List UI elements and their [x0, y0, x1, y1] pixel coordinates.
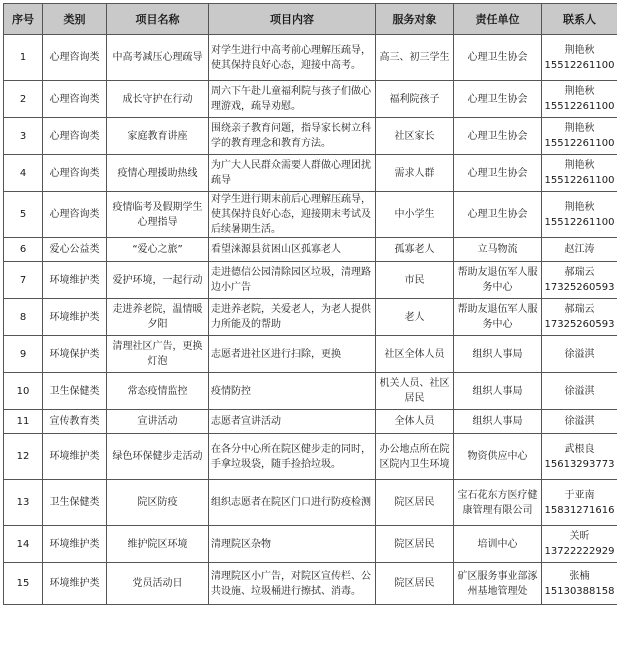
cell-name: 成长守护在行动	[107, 81, 209, 118]
cell-content: 对学生进行期末前后心理解压疏导，使其保持良好心态，迎接期末考试及后续暑期生活。	[209, 192, 376, 238]
header-cell-name: 项目名称	[107, 4, 209, 35]
cell-category: 卫生保健类	[43, 373, 107, 410]
cell-category: 爱心公益类	[43, 238, 107, 262]
table-body	[4, 35, 618, 605]
cell-content: 组织志愿者在院区门口进行防疫检测	[209, 480, 376, 526]
cell-name: 宣讲活动	[107, 410, 209, 434]
volunteer-projects-table	[3, 3, 617, 605]
cell-target: 老人	[376, 299, 454, 336]
cell-name: “爱心之旅”	[107, 238, 209, 262]
header-cell-unit: 责任单位	[454, 4, 542, 35]
cell-name: 常态疫情监控	[107, 373, 209, 410]
cell-contact: 荆艳秋 15512261100	[542, 81, 618, 118]
cell-name: 绿色环保健步走活动	[107, 434, 209, 480]
cell-category: 心理咨询类	[43, 192, 107, 238]
cell-name: 中高考减压心理疏导	[107, 35, 209, 81]
cell-no: 8	[4, 299, 43, 336]
cell-content: 走进德信公园清除园区垃圾，清理路边小广告	[209, 262, 376, 299]
cell-unit: 宝石花东方医疗健康管理有限公司	[454, 480, 542, 526]
cell-contact: 荆艳秋 15512261100	[542, 192, 618, 238]
cell-no: 7	[4, 262, 43, 299]
table-row	[4, 434, 618, 480]
cell-category: 心理咨询类	[43, 81, 107, 118]
cell-no: 5	[4, 192, 43, 238]
cell-unit: 组织人事局	[454, 410, 542, 434]
cell-no: 15	[4, 563, 43, 605]
cell-content: 围绕亲子教育问题，指导家长树立科学的教育理念和教育方法。	[209, 118, 376, 155]
cell-no: 6	[4, 238, 43, 262]
cell-category: 环境维护类	[43, 299, 107, 336]
cell-category: 环境维护类	[43, 526, 107, 563]
header-cell-target: 服务对象	[376, 4, 454, 35]
cell-contact: 徐溢淇	[542, 336, 618, 373]
cell-unit: 心理卫生协会	[454, 35, 542, 81]
cell-unit: 心理卫生协会	[454, 192, 542, 238]
cell-content: 清理院区杂物	[209, 526, 376, 563]
cell-name: 维护院区环境	[107, 526, 209, 563]
cell-contact: 赵江涛	[542, 238, 618, 262]
cell-category: 环境维护类	[43, 262, 107, 299]
cell-unit: 心理卫生协会	[454, 155, 542, 192]
cell-category: 环境保护类	[43, 336, 107, 373]
header-row	[4, 4, 618, 35]
cell-category: 卫生保健类	[43, 480, 107, 526]
cell-target: 院区居民	[376, 526, 454, 563]
cell-category: 宣传教育类	[43, 410, 107, 434]
cell-unit: 组织人事局	[454, 336, 542, 373]
cell-target: 全体人员	[376, 410, 454, 434]
cell-target: 福利院孩子	[376, 81, 454, 118]
cell-name: 家庭教育讲座	[107, 118, 209, 155]
cell-content: 疫情防控	[209, 373, 376, 410]
cell-no: 3	[4, 118, 43, 155]
cell-target: 院区居民	[376, 480, 454, 526]
header-cell-category: 类别	[43, 4, 107, 35]
cell-unit: 心理卫生协会	[454, 118, 542, 155]
cell-no: 1	[4, 35, 43, 81]
cell-contact: 荆艳秋 15512261100	[542, 35, 618, 81]
cell-target: 中小学生	[376, 192, 454, 238]
cell-content: 看望涞源县贫困山区孤寡老人	[209, 238, 376, 262]
cell-contact: 荆艳秋 15512261100	[542, 155, 618, 192]
cell-contact: 关昕 13722222929	[542, 526, 618, 563]
table-row	[4, 192, 618, 238]
header-cell-contact: 联系人	[542, 4, 618, 35]
cell-category: 心理咨询类	[43, 35, 107, 81]
cell-content: 志愿者宣讲活动	[209, 410, 376, 434]
table-row	[4, 373, 618, 410]
cell-contact: 武根良 15613293773	[542, 434, 618, 480]
cell-unit: 组织人事局	[454, 373, 542, 410]
cell-no: 12	[4, 434, 43, 480]
cell-contact: 于亚南 15831271616	[542, 480, 618, 526]
table-row	[4, 262, 618, 299]
cell-content: 清理院区小广告，对院区宣传栏、公共设施、垃圾桶进行擦拭、消毒。	[209, 563, 376, 605]
cell-no: 14	[4, 526, 43, 563]
table-row	[4, 155, 618, 192]
cell-contact: 郝瑞云 17325260593	[542, 262, 618, 299]
cell-target: 需求人群	[376, 155, 454, 192]
header-cell-no: 序号	[4, 4, 43, 35]
header-cell-content: 项目内容	[209, 4, 376, 35]
cell-category: 环境维护类	[43, 434, 107, 480]
table-row	[4, 299, 618, 336]
cell-content: 为广大人民群众需要人群做心理团扰疏导	[209, 155, 376, 192]
cell-content: 在各分中心所在院区健步走的同时，手拿垃圾袋，随手捡拾垃圾。	[209, 434, 376, 480]
table-row	[4, 118, 618, 155]
cell-name: 清理社区广告，更换灯泡	[107, 336, 209, 373]
cell-no: 4	[4, 155, 43, 192]
cell-contact: 张楠 15130388158	[542, 563, 618, 605]
cell-no: 11	[4, 410, 43, 434]
cell-contact: 徐溢淇	[542, 373, 618, 410]
table-container	[3, 3, 617, 653]
table-row	[4, 81, 618, 118]
cell-content: 对学生进行中高考前心理解压疏导，使其保持良好心态，迎接中高考。	[209, 35, 376, 81]
cell-content: 走进养老院，关爱老人，为老人提供力所能及的帮助	[209, 299, 376, 336]
cell-content: 志愿者进社区进行扫除，更换	[209, 336, 376, 373]
cell-name: 党员活动日	[107, 563, 209, 605]
cell-category: 环境维护类	[43, 563, 107, 605]
table-row	[4, 480, 618, 526]
cell-target: 社区全体人员	[376, 336, 454, 373]
cell-no: 10	[4, 373, 43, 410]
cell-target: 孤寡老人	[376, 238, 454, 262]
cell-unit: 帮助友退伍军人服务中心	[454, 299, 542, 336]
cell-name: 疫情心理援助热线	[107, 155, 209, 192]
cell-target: 院区居民	[376, 563, 454, 605]
cell-target: 机关人员、社区居民	[376, 373, 454, 410]
cell-target: 市民	[376, 262, 454, 299]
cell-name: 院区防疫	[107, 480, 209, 526]
table-row	[4, 336, 618, 373]
table-row	[4, 526, 618, 563]
cell-no: 9	[4, 336, 43, 373]
cell-unit: 心理卫生协会	[454, 81, 542, 118]
cell-content: 周六下午赴儿童福利院与孩子们做心理游戏，疏导劝慰。	[209, 81, 376, 118]
cell-name: 爱护环境，一起行动	[107, 262, 209, 299]
cell-contact: 徐溢淇	[542, 410, 618, 434]
cell-category: 心理咨询类	[43, 118, 107, 155]
table-row	[4, 563, 618, 605]
cell-contact: 荆艳秋 15512261100	[542, 118, 618, 155]
cell-category: 心理咨询类	[43, 155, 107, 192]
cell-unit: 矿区服务事业部涿州基地管理处	[454, 563, 542, 605]
cell-target: 社区家长	[376, 118, 454, 155]
cell-no: 2	[4, 81, 43, 118]
table-row	[4, 238, 618, 262]
cell-no: 13	[4, 480, 43, 526]
cell-contact: 郝瑞云 17325260593	[542, 299, 618, 336]
cell-unit: 立马物流	[454, 238, 542, 262]
table-row	[4, 35, 618, 81]
cell-target: 高三、初三学生	[376, 35, 454, 81]
cell-name: 疫情临考及假期学生心理指导	[107, 192, 209, 238]
cell-name: 走进养老院，温情暖夕阳	[107, 299, 209, 336]
cell-unit: 培训中心	[454, 526, 542, 563]
cell-unit: 物资供应中心	[454, 434, 542, 480]
cell-unit: 帮助友退伍军人服务中心	[454, 262, 542, 299]
cell-target: 办公地点所在院区院内卫生环境	[376, 434, 454, 480]
table-row	[4, 410, 618, 434]
